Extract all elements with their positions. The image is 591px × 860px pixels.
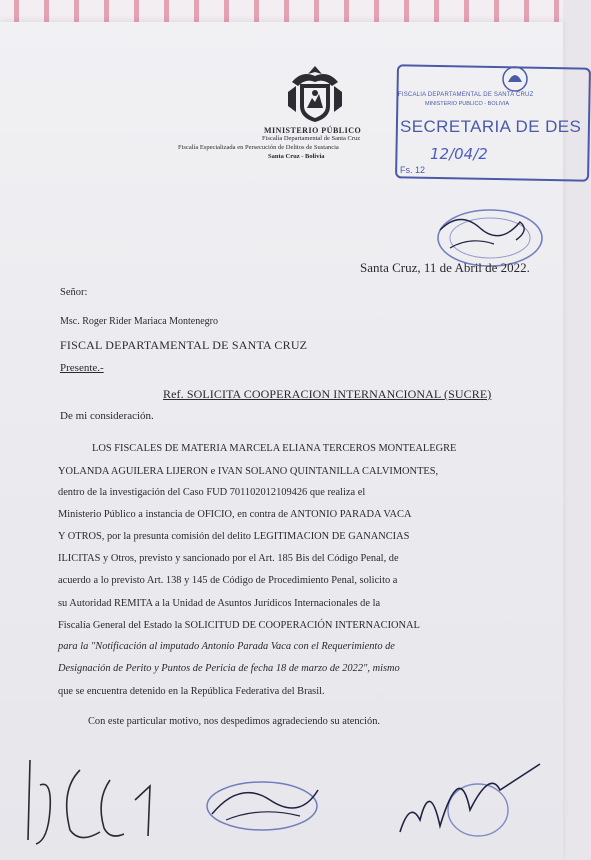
body-line-8: su Autoridad REMITA a la Unidad de Asuntos Jurídicos Internacionales de la bbox=[58, 598, 381, 609]
body-line-11: Designación de Perito y Puntos de Pericia de fecha 18 de marzo de 2022", mismo bbox=[58, 663, 400, 674]
body-line-9: Fiscalía General del Estado la SOLICITUD DE COOPERACIÓN INTERNACIONAL bbox=[58, 620, 420, 631]
body-line-12: que se encuentra detenido en la República Federativa del Brasil. bbox=[58, 686, 325, 697]
signature-center bbox=[207, 782, 318, 830]
stamp-title: SECRETARIA DE DES bbox=[400, 117, 582, 136]
stamp-folio: Fs. 12 bbox=[400, 165, 426, 175]
signatures-area bbox=[0, 740, 563, 860]
body-line-1: LOS FISCALES DE MATERIA MARCELA ELIANA TERCEROS MONTEALEGRE bbox=[92, 443, 457, 454]
closing-line: Con este particular motivo, nos despedimos agradeciendo su atención. bbox=[88, 716, 381, 727]
presente-line: Presente.- bbox=[60, 362, 104, 374]
body-line-7: acuerdo a lo previsto Art. 138 y 145 de Código de Procedimiento Penal, solicito a bbox=[58, 575, 398, 586]
reference-line: Ref. SOLICITA COOPERACION INTERNANCIONAL (SUCRE) bbox=[163, 387, 492, 401]
body-line-2: YOLANDA AGUILERA LIJERON e IVAN SOLANO QUINTANILLA CALVIMONTES, bbox=[58, 466, 439, 477]
stamp-date: 12/04/2 bbox=[430, 145, 488, 163]
body-line-6: ILICITAS y Otros, previsto y sancionado por el Art. 185 Bis del Código Penal, de bbox=[58, 553, 399, 564]
signature-left bbox=[28, 760, 150, 844]
stamp-institution: FISCALIA DEPARTAMENTAL DE SANTA CRUZ bbox=[398, 92, 534, 98]
salutation: Señor: bbox=[60, 287, 88, 298]
letterhead-ministry: MINISTERIO PÚBLICO bbox=[264, 126, 362, 135]
signature-right bbox=[400, 764, 540, 836]
stamp-institution-sub: MINISTERIO PUBLICO - BOLIVIA bbox=[425, 101, 510, 107]
consideration-line: De mi consideración. bbox=[60, 410, 154, 422]
coat-of-arms-emblem bbox=[282, 62, 348, 124]
body-line-5: Y OTROS, por la presunta comisión del delito LEGITIMACION DE GANANCIAS bbox=[58, 531, 410, 542]
city-and-date: Santa Cruz, 11 de Abril de 2022. bbox=[360, 260, 530, 275]
letterhead-department: Fiscalía Departamental de Santa Cruz bbox=[262, 135, 361, 142]
body-line-10: para la "Notificación al imputado Antonio Parada Vaca con el Requerimiento de bbox=[58, 641, 395, 652]
letterhead-location: Santa Cruz - Bolivia bbox=[268, 153, 325, 160]
body-line-4: Ministerio Público a instancia de OFICIO, en contra de ANTONIO PARADA VACA bbox=[58, 509, 412, 520]
body-line-3: dentro de la investigación del Caso FUD 701102012109426 que realiza el bbox=[58, 487, 366, 498]
recipient-name: Msc. Roger Rider Mariaca Montenegro bbox=[60, 316, 219, 327]
stamp-emblem-icon bbox=[498, 64, 532, 94]
recipient-title: FISCAL DEPARTAMENTAL DE SANTA CRUZ bbox=[60, 338, 308, 352]
letterhead-specialized-office: Fiscalía Especializada en Persecución de Delitos de Sustancia bbox=[178, 144, 339, 151]
